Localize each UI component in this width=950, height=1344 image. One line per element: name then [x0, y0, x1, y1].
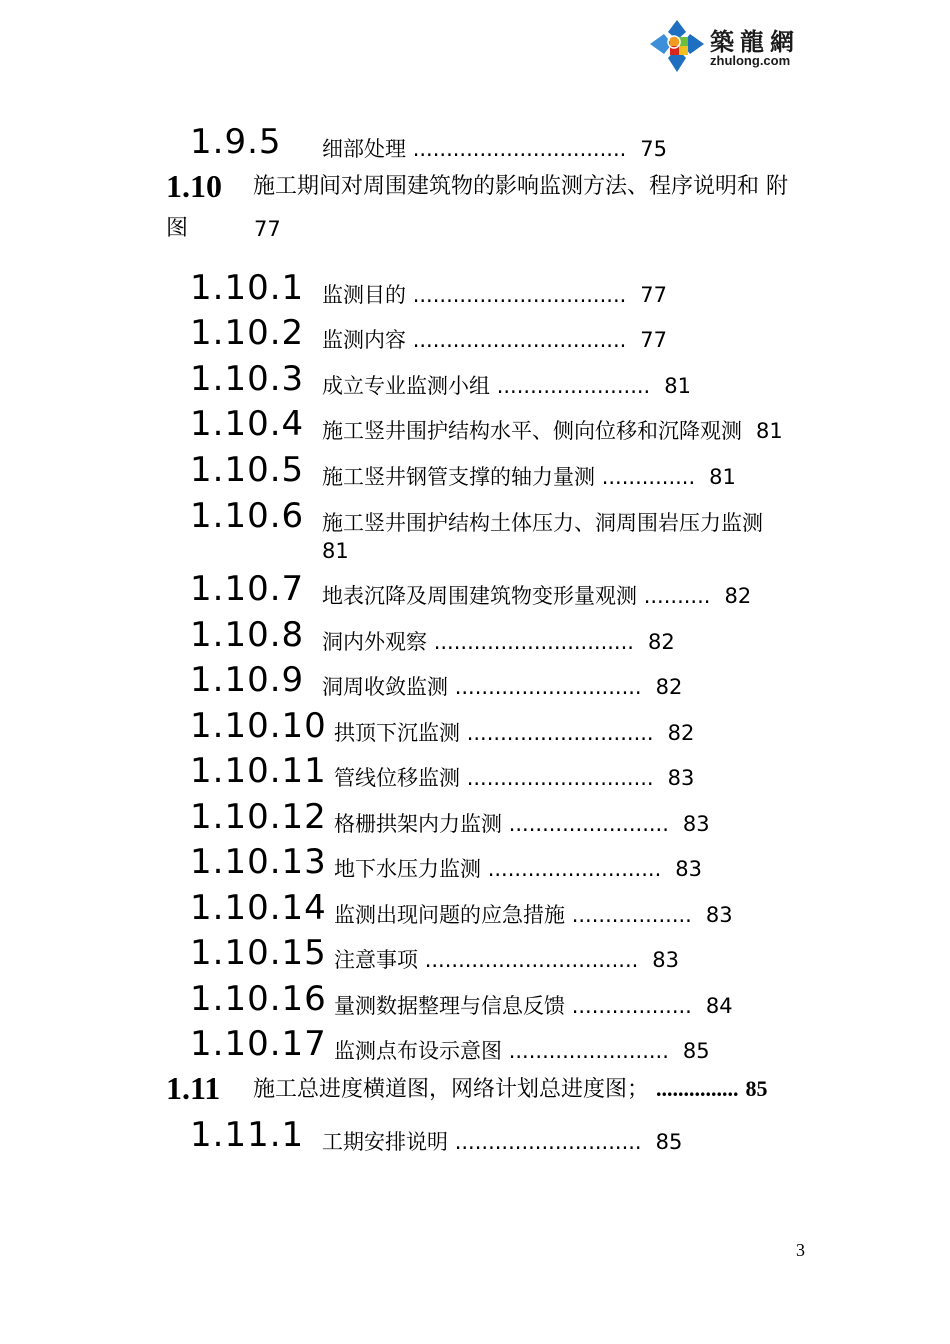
toc-leader-dots: .............. — [601, 465, 696, 489]
toc-entry-title: 监测内容 — [322, 328, 406, 352]
toc-entry-number: 1.10.1 — [190, 268, 305, 308]
toc-page-number: 81 — [756, 419, 783, 443]
toc-entry-title: 施工总进度横道图，网络计划总进度图； — [253, 1077, 650, 1102]
toc-entry-number: 1.10.9 — [190, 660, 305, 700]
zhulong-logo — [648, 16, 808, 76]
toc-entry-title: 量测数据整理与信息反馈 — [334, 994, 565, 1018]
toc-entry-title: 注意事项 — [334, 948, 418, 972]
toc-entry-number: 1.10.13 — [190, 842, 327, 882]
toc-entry-number: 1.10.12 — [190, 797, 327, 837]
toc-leader-dots: ............................ — [466, 766, 654, 790]
toc-page-number: 85 — [682, 1039, 710, 1063]
toc-leader-dots: ....................... — [496, 374, 651, 398]
toc-entry-title: 监测目的 — [322, 283, 406, 307]
toc-page-number: 77 — [640, 283, 668, 307]
toc-leader-dots: .............................. — [433, 630, 634, 654]
toc-page-number: 83 — [652, 948, 680, 972]
toc-entry-1-10-continuation[interactable] — [166, 214, 281, 244]
toc-entry-title: 施工竖井钢管支撑的轴力量测 — [322, 465, 595, 489]
toc-page-number: 83 — [682, 812, 710, 836]
toc-entry-title: 监测点布设示意图 — [334, 1039, 502, 1063]
toc-entry-number: 1.10.5 — [190, 450, 305, 490]
toc-page-number: 85 — [655, 1130, 683, 1154]
toc-entry-title: 洞内外观察 — [322, 630, 427, 654]
toc-entry-title: 监测出现问题的应急措施 — [334, 903, 565, 927]
toc-leader-dots: .................. — [571, 903, 692, 927]
toc-entry-number: 1.10.3 — [190, 359, 305, 399]
zhulong-logo-icon — [648, 18, 706, 74]
toc-entry-number: 1.11.1 — [190, 1115, 305, 1155]
toc-leader-dots: ............................ — [454, 1130, 642, 1154]
toc-page-number: 77 — [640, 328, 668, 352]
toc-page-number: 75 — [640, 137, 668, 161]
toc-entry-title-wrap: 图 — [166, 216, 189, 241]
logo-chinese-text: 築龍網 — [710, 27, 800, 56]
toc-page-number: 81 — [664, 374, 691, 398]
toc-entry-number: 1.10.15 — [190, 933, 327, 973]
toc-entry-title: 拱顶下沉监测 — [334, 721, 460, 745]
toc-entry-title: 细部处理 — [322, 137, 406, 161]
toc-page-number: 81 — [322, 539, 349, 563]
toc-entry-number: 1.10.4 — [190, 404, 305, 444]
toc-entry-number: 1.9.5 — [190, 122, 282, 162]
toc-entry-title: 工期安排说明 — [322, 1130, 448, 1154]
toc-entry-title: 洞周收敛监测 — [322, 675, 448, 699]
toc-leader-dots: ................................ — [412, 137, 627, 161]
toc-page-number: 82 — [724, 584, 752, 608]
toc-entry-number: 1.10.10 — [190, 706, 327, 746]
page-number: 3 — [796, 1240, 805, 1260]
toc-leader-dots: ............................ — [454, 675, 642, 699]
toc-leader-dots: .................. — [571, 994, 692, 1018]
toc-leader-dots: ........................ — [508, 812, 669, 836]
toc-entry-title: 施工期间对周围建筑物的影响监测方法、程序说明和 附 — [253, 174, 788, 199]
toc-leader-dots: ................................ — [412, 328, 627, 352]
toc-leader-dots: .......... — [643, 584, 711, 608]
toc-entry-title: 地下水压力监测 — [334, 857, 481, 881]
toc-entry-number: 1.11 — [166, 1070, 221, 1106]
toc-page-number: 83 — [675, 857, 702, 881]
toc-page-number: 83 — [667, 766, 695, 790]
toc-entry-number: 1.10.17 — [190, 1024, 327, 1064]
toc-entry-title: 管线位移监测 — [334, 766, 460, 790]
toc-leader-dots: ............................ — [466, 721, 654, 745]
toc-page-number: 81 — [709, 465, 736, 489]
toc-entry-number: 1.10.11 — [190, 751, 327, 791]
toc-entry-number: 1.10 — [166, 168, 222, 204]
toc-leader-dots: ................................ — [412, 283, 627, 307]
toc-page-number: 83 — [705, 903, 733, 927]
toc-page-number: 82 — [655, 675, 683, 699]
toc-leader-dots: ............... — [656, 1076, 739, 1101]
logo-domain-text: zhulong.com — [710, 53, 791, 68]
toc-entry-number: 1.10.16 — [190, 979, 327, 1019]
toc-page-number: 82 — [667, 721, 695, 745]
toc-entry-number: 1.10.6 — [190, 496, 305, 536]
toc-page-number: 82 — [647, 630, 675, 654]
toc-entry-number: 1.10.2 — [190, 313, 305, 353]
toc-entry-number: 1.10.14 — [190, 888, 327, 928]
toc-page-number: 84 — [705, 994, 733, 1018]
toc-entry-number: 1.10.7 — [190, 569, 305, 609]
toc-page-number: 85 — [745, 1076, 768, 1101]
toc-entry-title: 格栅拱架内力监测 — [334, 812, 502, 836]
toc-entry-title: 施工竖井围护结构水平、侧向位移和沉降观测 — [322, 419, 742, 443]
toc-leader-dots: .......................... — [487, 857, 662, 881]
toc-leader-dots: ........................ — [508, 1039, 669, 1063]
toc-leader-dots: ................................ — [424, 948, 639, 972]
toc-entry-title: 地表沉降及周围建筑物变形量观测 — [322, 584, 637, 608]
toc-entry-title: 施工竖井围护结构土体压力、洞周围岩压力监测 — [322, 511, 763, 535]
toc-entry-number: 1.10.8 — [190, 615, 305, 655]
toc-page-number: 77 — [254, 217, 281, 241]
toc-entry-title: 成立专业监测小组 — [322, 374, 490, 398]
